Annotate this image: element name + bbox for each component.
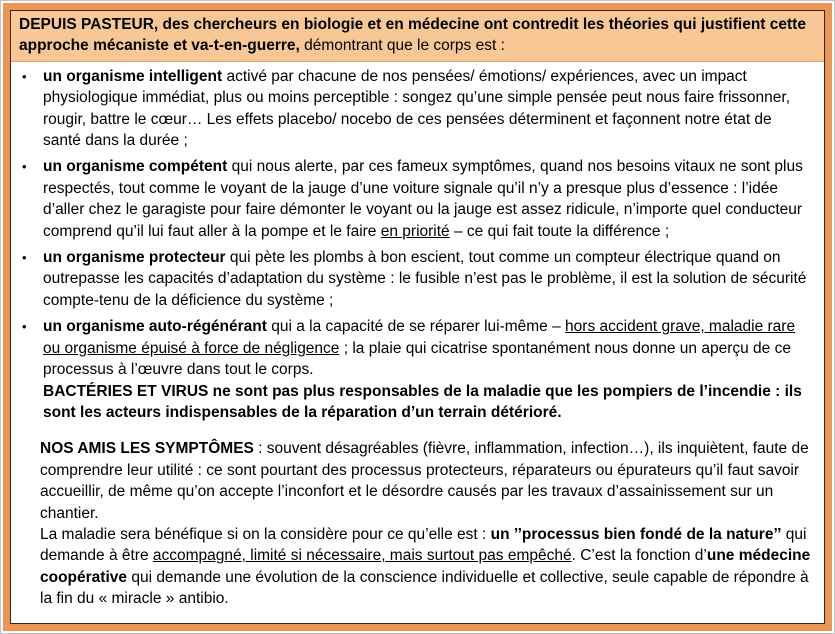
text-segment: un organisme compétent <box>43 158 228 176</box>
text-segment: NOS AMIS LES SYMPTÔMES <box>40 440 254 458</box>
bullet-marker-icon: • <box>22 68 27 84</box>
bullet-text <box>43 156 812 242</box>
bullet-item <box>19 247 812 311</box>
text-segment: accompagné, limité si nécessaire, mais surtout pas empêché <box>152 547 572 565</box>
bullet-marker-icon: • <box>22 250 27 266</box>
text-segment: un ’’processus bien fondé de la nature’’ <box>490 525 782 543</box>
bullet-list <box>19 66 812 424</box>
text-segment: qui pète les plombs à bon escient, tout comme un compteur électrique quand on outrepasse les capacités d’adaptation du système : le fusible n’est pas le problème, il est la solution de sécurité compte-tenu de la déficience du système ; <box>43 249 807 309</box>
text-segment: qui nous alerte, par ces fameux symptômes, quand nos besoins vitaux ne sont plus respectés, tout comme le voyant de la jauge d’une voiture signale qu’il n’y a presque plus d’essence : l’idée d’aller chez le garagiste pour faire démonter le voyant ou la jauge est assez ridicule, n’importe quel conducteur comprend qu’il lui faut aller à la pompe et le faire <box>43 158 803 240</box>
text-segment: un organisme protecteur <box>43 249 226 267</box>
text-segment: qui demande à être <box>40 525 807 565</box>
bullet-text <box>43 247 812 311</box>
bullet-marker-icon: • <box>22 159 27 175</box>
closing-paragraph <box>40 438 812 524</box>
text-segment: activé par chacune de nos pensées/ émotions/ expériences, avec un impact physiologique immédiat, plus ou moins perceptible : songez qu’une simple pensée peut nous faire frissonner, rougir, battre le cœur… Les effets placebo/ nocebo de ces pensées déterminent et façonnent notre état de santé dans la durée ; <box>43 67 791 150</box>
document-frame <box>3 3 832 631</box>
text-segment: ; la plaie qui cicatrise spontanément nous donne un aperçu de ce processus à l’œuvre dans tout le corps. <box>43 339 791 379</box>
text-segment: un organisme intelligent <box>43 67 223 85</box>
closing-paragraph <box>40 524 812 610</box>
text-segment: La maladie sera bénéfique si on la considère pour ce qu’elle est : <box>40 525 491 543</box>
text-segment: une médecine coopérative <box>40 547 811 586</box>
bullet-marker-icon: • <box>22 319 27 335</box>
document-body <box>11 62 824 623</box>
header-regular-text: démontrant que le corps est : <box>299 37 505 55</box>
bullet-item <box>19 66 812 152</box>
text-segment: en priorité <box>380 222 450 240</box>
text-segment: . C’est la fonction d’ <box>571 547 707 565</box>
text-segment: – ce qui fait toute la différence ; <box>449 222 670 240</box>
text-segment: qui demande une évolution de la conscience individuelle et collective, seule capable de répondre à la fin du « miracle » antibio. <box>40 568 809 608</box>
text-segment: BACTÉRIES ET VIRUS ne sont pas plus responsables de la maladie que les pompiers de l’incendie : ils sont les acteurs indispensables de la réparation d’un terrain détérioré. <box>43 382 802 421</box>
document-inner-box <box>10 10 825 624</box>
bullet-text <box>43 316 812 423</box>
document-header <box>11 11 824 62</box>
header-bold-text: DEPUIS PASTEUR, des chercheurs en biologie et en médecine ont contredit les théories qui justifient cette approche mécaniste et va-t-en-guerre, <box>19 16 806 55</box>
bullet-text <box>43 66 812 152</box>
text-segment: : souvent désagréables (fièvre, inflammation, infection…), ils inquiètent, faute de comprendre leur utilité : ce sont pourtant des processus protecteurs, réparateurs ou épurateurs qu’il faut savoir accueillir, de même qu’on accepte l’inconfort et le désordre causés par les travaux d’assainissement sur un chantier. <box>40 440 809 522</box>
bullet-item <box>19 156 812 242</box>
text-segment: qui a la capacité de se réparer lui-même – <box>266 318 566 336</box>
closing-section <box>40 438 812 609</box>
bullet-item <box>19 316 812 423</box>
text-segment: un organisme auto-régénérant <box>43 318 267 336</box>
text-segment: hors accident grave, maladie rare ou organisme épuisé à force de négligence <box>43 318 796 357</box>
